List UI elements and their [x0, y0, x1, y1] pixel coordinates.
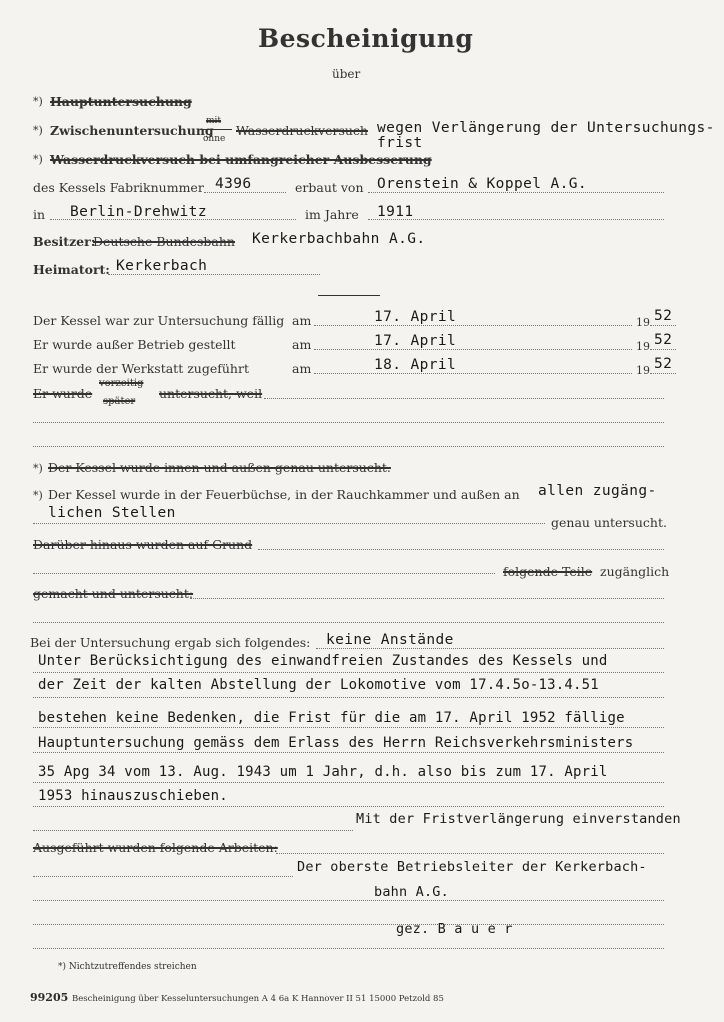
folgende-teile-label: folgende Teile — [503, 564, 593, 579]
reason-line-1: wegen Verlängerung der Untersuchungs- — [377, 120, 715, 136]
genau-untersucht-text: genau untersucht. — [551, 515, 667, 530]
arbeiten-label: Ausgeführt wurden folgende Arbeiten: — [33, 840, 278, 855]
date-value: 18. April — [374, 357, 457, 373]
year-prefix: 19 — [636, 340, 650, 353]
signature-line-2: bahn A.G. — [374, 884, 449, 900]
footnote-marker: *) — [33, 124, 43, 137]
footnote-marker: *) — [33, 462, 43, 475]
footnote-marker: *) — [33, 153, 43, 166]
fabriknummer-value: 4396 — [215, 176, 252, 192]
erbaut-label: erbaut von — [295, 180, 364, 195]
year-value: 52 — [654, 332, 673, 348]
innen-aussen-option: Der Kessel wurde innen und außen genau untersucht. — [48, 460, 391, 475]
option-hauptuntersuchung: Hauptuntersuchung — [50, 94, 192, 109]
feuerbuechse-text: Der Kessel wurde in der Feuerbüchse, in der Rauchkammer und außen an — [48, 487, 520, 502]
year-prefix: 19 — [636, 316, 650, 329]
date-row-label: Er wurde der Werkstatt zugeführt — [33, 361, 249, 376]
zugaenglich-label: zugänglich — [600, 564, 670, 579]
feuerbuechse-fill-2: lichen Stellen — [48, 505, 176, 521]
result-first: keine Anstände — [326, 632, 454, 648]
option-mit: mit — [206, 116, 222, 126]
form-number: 99205 — [30, 991, 69, 1004]
date-value: 17. April — [374, 333, 457, 349]
option-zwischenuntersuchung: Zwischenuntersuchung — [50, 123, 214, 138]
besitzer-old: Deutsche Bundesbahn — [93, 234, 235, 249]
signature-line-3: gez. B a u e r — [396, 921, 513, 937]
einverstanden-text: Mit der Fristverlängerung einverstanden — [356, 811, 681, 827]
spaeter-option: später — [103, 396, 136, 407]
jahr-value: 1911 — [377, 204, 414, 220]
document-title: Bescheinigung — [258, 24, 474, 53]
result-line: Hauptuntersuchung gemäss dem Erlass des Herrn Reichsverkehrsministers — [38, 735, 634, 751]
footer-note: *) Nichtzutreffendes streichen — [58, 962, 197, 972]
gemacht-label: gemacht und untersucht: — [33, 586, 194, 601]
year-value: 52 — [654, 356, 673, 372]
footnote-marker: *) — [33, 489, 43, 502]
result-line: 35 Apg 34 vom 13. Aug. 1943 um 1 Jahr, d.h. also bis zum 17. April — [38, 764, 608, 780]
besitzer-value: Kerkerbachbahn A.G. — [252, 231, 426, 247]
year-prefix: 19 — [636, 364, 650, 377]
document-subtitle: über — [332, 67, 361, 81]
vorzeitig-option: vorzeitig — [99, 378, 144, 389]
date-row-label: Der Kessel war zur Untersuchung fällig — [33, 313, 285, 328]
jahr-label: im Jahre — [305, 207, 359, 222]
besitzer-label: Besitzer: — [33, 234, 96, 249]
result-line: bestehen keine Bedenken, die Frist für die am 17. April 1952 fällige — [38, 710, 625, 726]
in-label: in — [33, 207, 46, 222]
ort-value: Berlin-Drehwitz — [70, 204, 207, 220]
form-text: Bescheinigung über Kesseluntersuchungen A 4 6a K Hannover II 51 15000 Petzold 85 — [72, 994, 444, 1004]
option-wasserdruckversuch: Wasserdruckversuch — [236, 123, 368, 138]
erbaut-value: Orenstein & Koppel A.G. — [377, 176, 587, 192]
date-value: 17. April — [374, 309, 457, 325]
heimatort-value: Kerkerbach — [116, 258, 208, 274]
result-line: 1953 hinauszuschieben. — [38, 788, 228, 804]
untersucht-weil-label: untersucht, weil — [159, 386, 263, 401]
footnote-marker: *) — [33, 95, 43, 108]
date-am-label: am — [292, 313, 312, 328]
darueber-label: Darüber hinaus wurden auf Grund — [33, 537, 253, 552]
reason-line-2: frist — [377, 135, 423, 151]
date-am-label: am — [292, 361, 312, 376]
year-value: 52 — [654, 308, 673, 324]
option-ohne: ohne — [203, 134, 226, 144]
signature-line-1: Der oberste Betriebsleiter der Kerkerbach- — [297, 859, 647, 875]
heimatort-label: Heimatort: — [33, 262, 110, 277]
result-line: der Zeit der kalten Abstellung der Lokomotive vom 17.4.5o-13.4.51 — [38, 677, 599, 693]
fabriknummer-label: des Kessels Fabriknummer — [33, 180, 204, 195]
feuerbuechse-fill-1: allen zugäng- — [538, 483, 657, 499]
date-am-label: am — [292, 337, 312, 352]
option-wasserdruckversuch-bei: Wasserdruckversuch bei umfangreicher Ausbesserung — [50, 152, 432, 167]
result-label: Bei der Untersuchung ergab sich folgendes: — [30, 635, 311, 650]
er-wurde-label: Er wurde — [33, 386, 93, 401]
result-line: Unter Berücksichtigung des einwandfreien Zustandes des Kessels und — [38, 653, 608, 669]
date-row-label: Er wurde außer Betrieb gestellt — [33, 337, 236, 352]
